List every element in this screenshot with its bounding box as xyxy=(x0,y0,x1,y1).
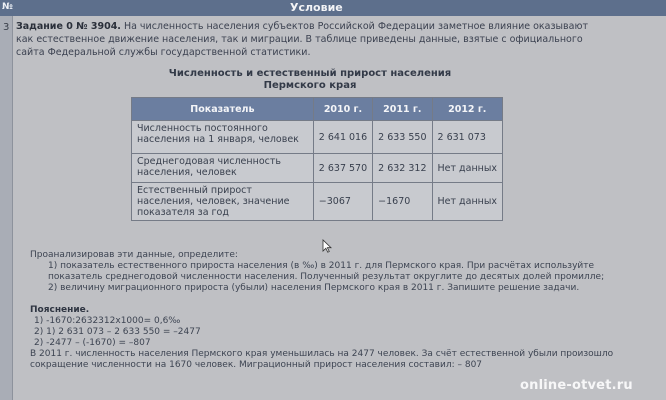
questions-block xyxy=(30,250,630,294)
solution-conclusion: В 2011 г. численность населения Пермского края уменьшилась на 2477 человек. За счёт естественной убыли произошло сокращение численности на 1670 человек. Миграционный прирост населения составил: – 807 xyxy=(30,349,614,370)
table-title-line1: Численность и естественный прирост населения xyxy=(168,68,452,79)
site-watermark: online-otvet.ru xyxy=(520,378,633,393)
solution-step-2: 2) 1) 2 631 073 – 2 633 550 = –2477 xyxy=(34,327,201,337)
value-cell: 2 632 312 xyxy=(373,154,432,183)
table-row xyxy=(132,121,503,154)
task-title: Задание 0 № 3904. xyxy=(16,21,121,32)
indicator-cell: Среднегодовая численность населения, человек xyxy=(132,154,314,183)
solution-heading: Пояснение. xyxy=(30,305,90,315)
task-number: 3 xyxy=(3,22,10,33)
value-cell: Нет данных xyxy=(432,183,502,221)
table-header-row xyxy=(132,98,503,121)
solution-step-3: 2) -2477 – (-1670) = –807 xyxy=(34,338,151,348)
value-cell: −1670 xyxy=(373,183,432,221)
table-title-line2: Пермского края xyxy=(263,80,357,91)
value-cell: 2 641 016 xyxy=(313,121,372,154)
header-indicator: Показатель xyxy=(132,98,314,121)
table-title xyxy=(150,68,470,92)
indicator-cell: Численность постоянного населения на 1 января, человек xyxy=(132,121,314,154)
indicator-cell: Естественный прирост населения, человек, значение показателя за год xyxy=(132,183,314,221)
value-cell: 2 637 570 xyxy=(313,154,372,183)
table-row xyxy=(132,183,503,221)
population-table xyxy=(131,97,503,221)
header-2011: 2011 г. xyxy=(373,98,432,121)
value-cell: Нет данных xyxy=(432,154,502,183)
value-cell: 2 633 550 xyxy=(373,121,432,154)
task-text: На численность населения субъектов Российской Федерации заметное влияние оказывают как естественное движение населения, так и миграции. В таблице приведены данные, взятые с официального сайта Федеральной службы государственной статистики. xyxy=(16,21,588,58)
header-2012: 2012 г. xyxy=(432,98,502,121)
condition-title: Условие xyxy=(290,1,343,14)
value-cell: −3067 xyxy=(313,183,372,221)
task-statement xyxy=(16,20,606,59)
number-column xyxy=(0,16,13,400)
table-row xyxy=(132,154,503,183)
question-2: 2) величину миграционного прироста (убыли) населения Пермского края в 2011 г. Запишите решение задачи. xyxy=(48,283,580,293)
number-column-label: № xyxy=(2,2,13,12)
questions-intro: Проанализировав эти данные, определите: xyxy=(30,250,238,260)
solution-step-1: 1) -1670:2632312x1000= 0,6‰ xyxy=(34,316,181,326)
question-1: 1) показатель естественного прироста населения (в ‰) в 2011 г. для Пермского края. При расчётах используйте показатель среднегодовой численности населения. Полученный результат округлите до десятых долей промилле; xyxy=(48,261,605,282)
solution-block xyxy=(30,305,630,371)
condition-header xyxy=(0,0,666,16)
value-cell: 2 631 073 xyxy=(432,121,502,154)
header-2010: 2010 г. xyxy=(313,98,372,121)
